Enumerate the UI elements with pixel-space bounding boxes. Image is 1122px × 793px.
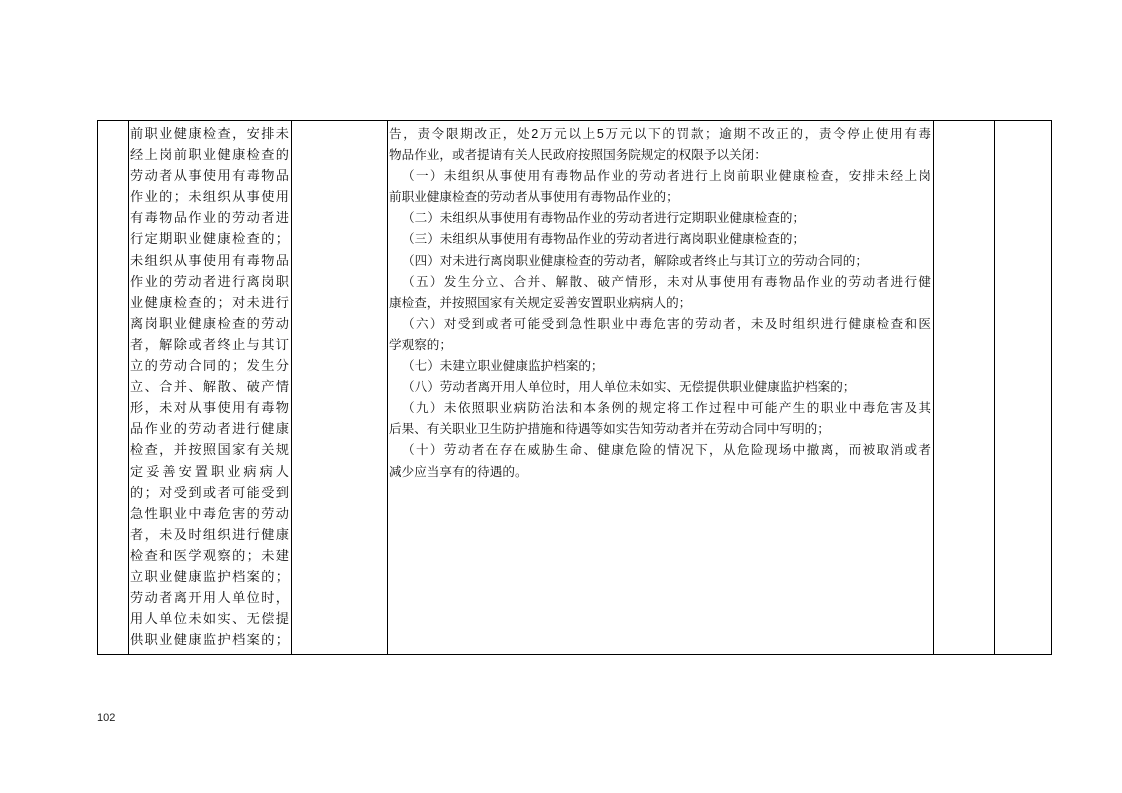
clause-2: （二）未组织从事使用有毒物品作业的劳动者进行定期职业健康检查的； (402, 210, 805, 226)
clause-6-cont: 学观察的； (389, 336, 452, 352)
clause-1-cont: 前职业健康检查的劳动者从事使用有毒物品作业的； (389, 189, 679, 205)
cell-text-line: 作业的；未组织从事使用 (130, 190, 289, 206)
page-number: 102 (97, 712, 116, 724)
penalty-line: 物品作业，或者提请有关人民政府按照国务院规定的权限予以关闭： (389, 147, 767, 163)
cell-text-line: 品作业的劳动者进行健康 (130, 422, 289, 438)
cell-text-line: 前职业健康检查，安排未 (130, 127, 289, 142)
cell-text-line: 离岗职业健康检查的劳动 (130, 316, 289, 332)
cell-text-line: 劳动者离开用人单位时， (130, 591, 289, 607)
cell-text-line: 供职业健康监护档案的； (130, 633, 289, 649)
clause-9-cont: 后果、有关职业卫生防护措施和待遇等如实告知劳动者并在劳动合同中写明的； (389, 421, 830, 437)
column-divider (128, 121, 129, 654)
clause-10-cont: 减少应当享有的待遇的。 (389, 463, 528, 479)
cell-text-line: 立的劳动合同的；发生分 (130, 359, 289, 375)
cell-text-line: 的；对受到或者可能受到 (130, 485, 289, 501)
cell-text-line: 者，解除或者终止与其订 (130, 337, 289, 353)
cell-text-line: 立职业健康监护档案的； (130, 569, 289, 585)
clause-10: （十）劳动者在存在威胁生命、健康危险的情况下，从危险现场中撤离，而被取消或者 (402, 442, 931, 458)
cell-text-line: 用人单位未如实、无偿提 (130, 612, 289, 628)
penalty-text: 万元以上 (538, 126, 597, 141)
clause-1: （一）未组织从事使用有毒物品作业的劳动者进行上岗前职业健康检查，安排未经上岗 (402, 168, 931, 184)
cell-text-line: 者，未及时组织进行健康 (130, 527, 289, 543)
cell-text-line: 急性职业中毒危害的劳动 (130, 506, 289, 522)
cell-text-line: 行定期职业健康检查的； (130, 232, 289, 248)
column-divider (994, 121, 995, 654)
cell-text-line: 业健康检查的；对未进行 (130, 295, 289, 311)
cell-text-line: 作业的劳动者进行离岗职 (130, 274, 289, 290)
penalty-amount-max: 5 (596, 127, 604, 141)
cell-text-line: 检查和医学观察的；未建 (130, 548, 289, 564)
cell-text-line: 有毒物品作业的劳动者进 (130, 211, 289, 227)
clause-9: （九）未依照职业病防治法和本条例的规定将工作过程中可能产生的职业中毒危害及其 (402, 400, 931, 416)
cell-text-line: 形，未对从事使用有毒物 (130, 401, 289, 417)
penalty-line (389, 123, 931, 144)
violation-description-cell (130, 124, 289, 651)
column-divider (933, 121, 934, 654)
clause-7: （七）未建立职业健康监护档案的； (402, 358, 604, 374)
cell-text-line: 未组织从事使用有毒物品 (130, 253, 289, 269)
penalty-text: 万元以下的罚款；逾期不改正的，责令停止使用有毒 (603, 126, 932, 141)
clause-3: （三）未组织从事使用有毒物品作业的劳动者进行离岗职业健康检查的； (402, 231, 805, 247)
clause-4: （四）对未进行离岗职业健康检查的劳动者，解除或者终止与其订立的劳动合同的； (402, 252, 868, 268)
clause-5: （五）发生分立、合并、解散、破产情形，未对从事使用有毒物品作业的劳动者进行健 (402, 273, 931, 289)
cell-text-line: 检查，并按照国家有关规 (130, 443, 289, 459)
cell-text-line: 立、合并、解散、破产情 (130, 380, 289, 396)
penalty-text: 告，责令限期改正，处 (389, 126, 532, 141)
penalty-provision-cell (389, 123, 931, 482)
clause-8: （八）劳动者离开用人单位时，用人单位未如实、无偿提供职业健康监护档案的； (402, 379, 856, 395)
cell-text-line: 劳动者从事使用有毒物品 (130, 169, 289, 185)
cell-text-line: 定妥善安置职业病病人 (130, 464, 289, 480)
regulation-table (97, 120, 1052, 655)
cell-text-line: 经上岗前职业健康检查的 (130, 148, 289, 164)
clause-6: （六）对受到或者可能受到急性职业中毒危害的劳动者，未及时组织进行健康检查和医 (402, 315, 931, 331)
column-divider (387, 121, 388, 654)
column-divider (291, 121, 292, 654)
clause-5-cont: 康检查，并按照国家有关规定妥善安置职业病病人的； (389, 294, 692, 310)
penalty-amount-min: 2 (531, 127, 539, 141)
